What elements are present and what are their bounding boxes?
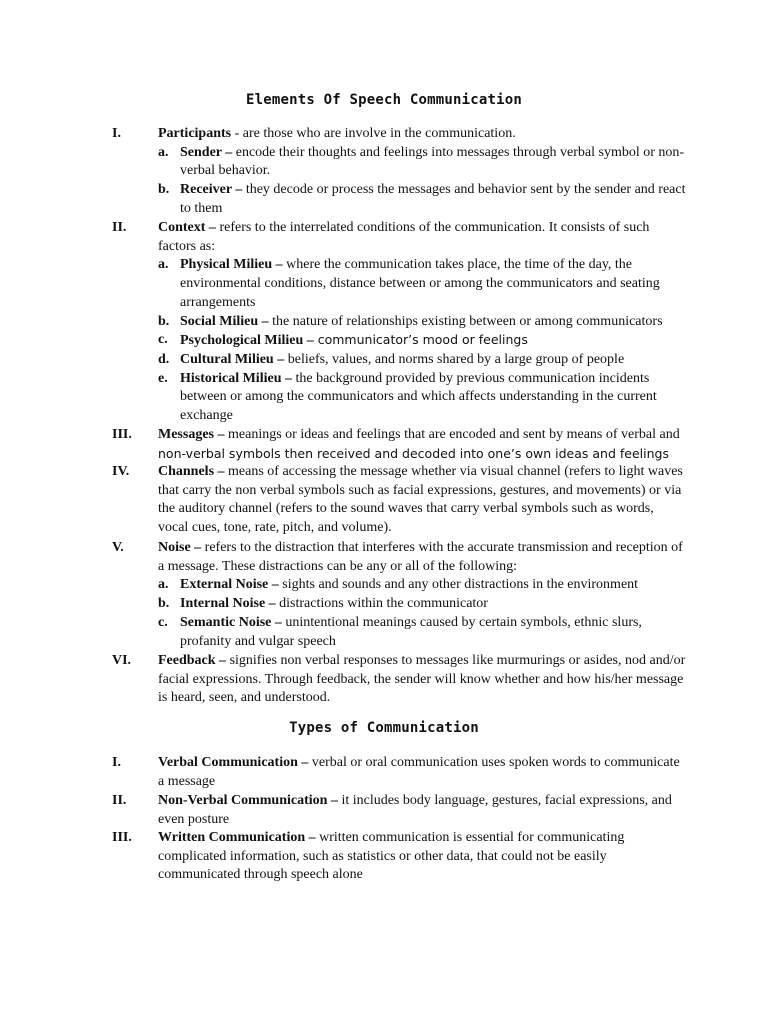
sub-item-term: Psychological Milieu –: [180, 333, 314, 349]
sub-item-term: Cultural Milieu –: [180, 351, 285, 367]
item-body: [158, 792, 686, 829]
item-number: II.: [112, 793, 127, 808]
item-body: [158, 829, 686, 885]
sub-item-letter: c.: [158, 332, 168, 348]
item-body: [158, 426, 686, 463]
item-term: Non-Verbal Communication –: [158, 793, 338, 808]
sub-item-letter: c.: [158, 614, 168, 630]
item-body: [158, 652, 686, 708]
sub-item-letter: a.: [158, 577, 169, 593]
sub-item-description: the background provided by previous communication incidents between or among the communicators and which affects understanding in the current exchange: [180, 370, 657, 424]
sub-item-psychological-milieu: [158, 331, 686, 351]
item-number: IV.: [112, 464, 130, 479]
sub-item-letter: d.: [158, 351, 170, 367]
sub-item-letter: e.: [158, 370, 168, 386]
sub-item-description: beliefs, values, and norms shared by a large group of people: [284, 351, 625, 367]
item-number: III.: [112, 830, 132, 845]
sub-item-cultural-milieu: [158, 351, 686, 370]
item-term: Context –: [158, 220, 216, 235]
sub-item-external-noise: [158, 576, 686, 595]
item-term: Written Communication –: [158, 830, 316, 845]
item-term: Verbal Communication –: [158, 755, 309, 770]
item-term: Noise –: [158, 540, 202, 555]
sub-item-term: Semantic Noise –: [180, 614, 282, 630]
item-description: refers to the interrelated conditions of the communication. It consists of such factors as:: [158, 220, 650, 254]
document-title: Elements Of Speech Communication: [245, 92, 523, 108]
sub-item-description: they decode or process the messages and behavior sent by the sender and react to them: [180, 182, 686, 216]
item-term: Participants: [158, 126, 232, 141]
sub-item-term: Social Milieu –: [180, 313, 269, 329]
item-description: verbal or oral communication uses spoken words to communicate a message: [158, 755, 680, 789]
item-description: refers to the distraction that interferes with the accurate transmission and reception of a message. These distractions can be any or all of the following:: [158, 540, 683, 574]
sub-item-term: Physical Milieu –: [180, 257, 283, 273]
item-body: [158, 463, 686, 538]
sub-item-description: unintentional meanings caused by certain symbols, ethnic slurs, profanity and vulgar speech: [180, 614, 642, 649]
sub-item-description: the nature of relationships existing between or among communicators: [268, 313, 663, 329]
sub-item-semantic-noise: [158, 614, 686, 651]
item-description: means of accessing the message whether via visual channel (refers to light waves that carry the non verbal symbols such as facial expressions, gestures, and movements) or via the auditory channel (refers to the sound waves that carry verbal symbols such as words, vocal cues, tone, rate, pitch, and volume).: [158, 464, 683, 536]
item-description: written communication is essential for communicating complicated information, such as statistics or other data, that could not be easily communicated through speech alone: [158, 830, 625, 883]
sub-item-internal-noise: [158, 595, 686, 614]
item-term: Messages –: [158, 427, 225, 442]
item-description: signifies non verbal responses to messages like murmurings or asides, nod and/or facial expressions. Through feedback, the sender will know whether and how his/her message is heard, seen, and understood.: [158, 653, 686, 706]
item-body: [158, 219, 686, 426]
sub-item-letter: b.: [158, 313, 170, 329]
sub-item-term: Internal Noise –: [180, 596, 276, 612]
sub-item-description: distractions within the communicator: [275, 596, 488, 612]
sub-item-term: Receiver –: [180, 182, 243, 198]
sub-item-term: Historical Milieu –: [180, 370, 292, 386]
sub-item-description: where the communication takes place, the time of the day, the environmental conditions, distance between or among the communicators and seating arrangements: [180, 257, 660, 310]
sub-item-description: communicator’s mood or feelings: [313, 332, 528, 348]
sub-item-description: sights and sounds and any other distractions in the environment: [278, 577, 639, 593]
item-body: [158, 125, 686, 219]
item-number: III.: [112, 427, 132, 442]
item-description: it includes body language, gestures, facial expressions, and even posture: [158, 793, 672, 827]
sub-item-historical-milieu: [158, 370, 686, 426]
item-number: I.: [112, 755, 121, 770]
item-number: II.: [112, 220, 127, 235]
item-term: Channels –: [158, 464, 225, 479]
item-body: [158, 754, 686, 791]
sub-item-physical-milieu: [158, 256, 686, 312]
item-number: V.: [112, 540, 124, 555]
sub-item-sender: [158, 144, 686, 181]
item-body: [158, 539, 686, 651]
item-number: I.: [112, 126, 121, 141]
sub-item-letter: a.: [158, 257, 169, 273]
item-term: Feedback –: [158, 653, 227, 668]
item-description: - are those who are involve in the communication.: [231, 126, 516, 141]
sub-item-letter: a.: [158, 144, 169, 160]
sub-item-letter: b.: [158, 596, 170, 612]
sub-item-term: Sender –: [180, 144, 233, 160]
item-number: VI.: [112, 653, 132, 668]
sub-item-social-milieu: [158, 313, 686, 332]
section-title-types: Types of Communication: [289, 720, 479, 736]
sub-item-letter: b.: [158, 182, 170, 198]
sub-item-description: encode their thoughts and feelings into messages through verbal symbol or non-verbal behavior.: [180, 144, 685, 179]
sub-item-term: External Noise –: [180, 577, 279, 593]
item-description: meanings or ideas and feelings that are encoded and sent by means of verbal and: [224, 427, 680, 442]
sub-item-receiver: [158, 181, 686, 218]
item-description-continued: non-verbal symbols then received and decoded into one’s own ideas and feelings: [158, 445, 669, 461]
